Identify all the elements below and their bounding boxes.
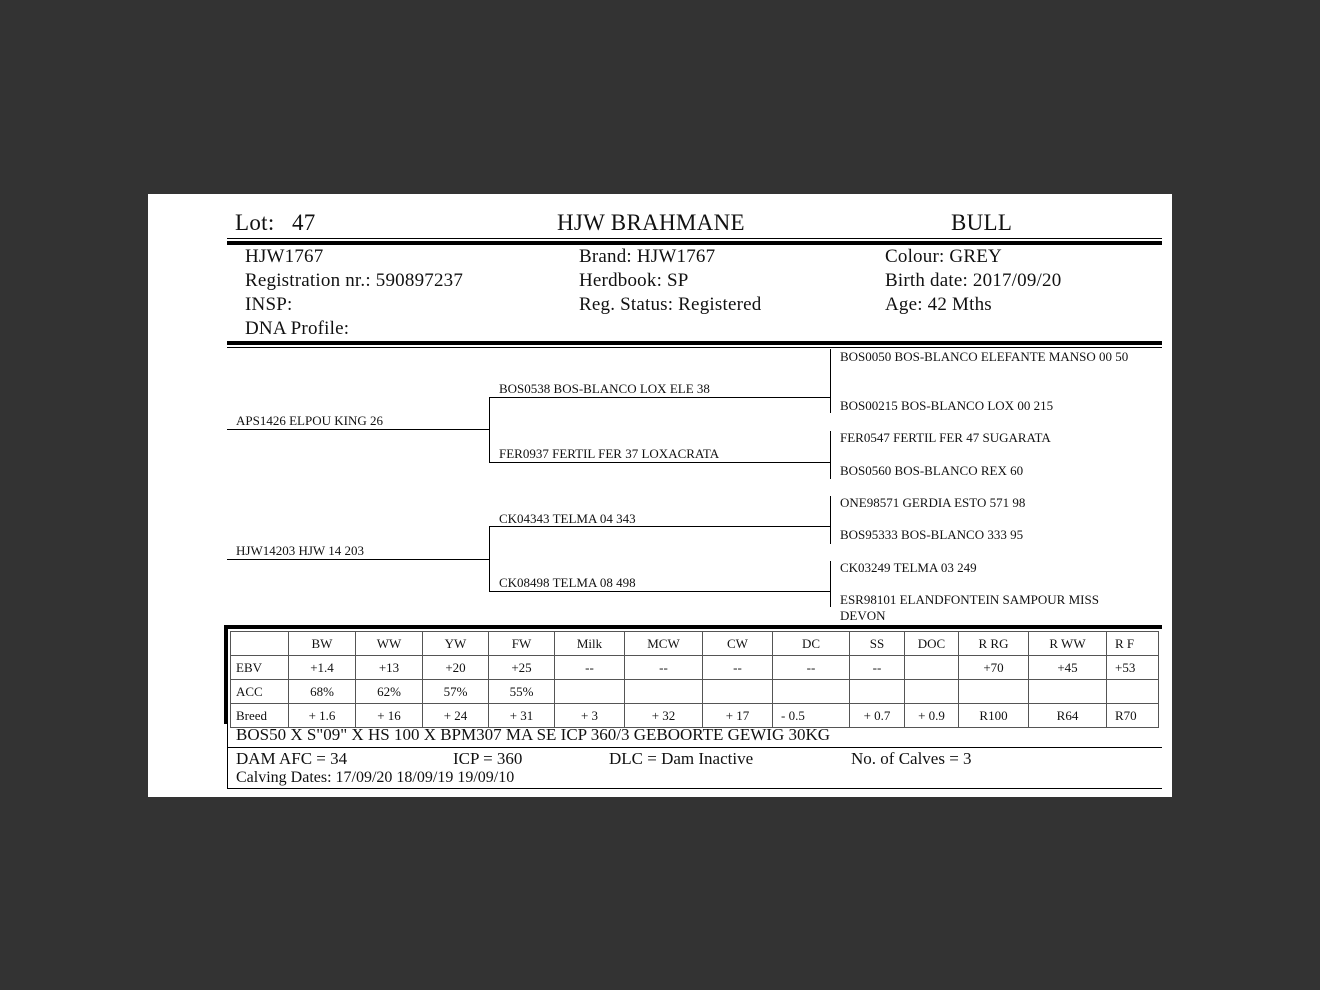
calves-count: No. of Calves = 3 <box>851 749 972 768</box>
breed-row <box>231 704 1159 728</box>
pedigree-sire-sire: BOS0538 BOS-BLANCO LOX ELE 38 <box>499 381 710 396</box>
acc-cell: 57% <box>423 680 489 704</box>
ebv-col-fw: FW <box>489 632 555 656</box>
acc-cell <box>905 680 959 704</box>
icp-value: ICP = 360 <box>453 749 523 768</box>
dam-sire-line <box>489 526 830 527</box>
ebv-row <box>231 656 1159 680</box>
pedigree-gg-7: CK03249 TELMA 03 249 <box>840 560 977 575</box>
ebv-cell: +1.4 <box>289 656 356 680</box>
sire-dam-line <box>489 462 830 463</box>
ebv-col-rrg: R RG <box>959 632 1029 656</box>
gg-bracket-4 <box>830 561 831 607</box>
ebv-col-mcw: MCW <box>625 632 703 656</box>
pedigree-dam-sire: CK04343 TELMA 04 343 <box>499 511 636 526</box>
pedigree-gg-2: BOS00215 BOS-BLANCO LOX 00 215 <box>840 398 1054 413</box>
composition-text: BOS50 X S"09" X HS 100 X BPM307 MA SE ICP 360/3 GEBOORTE GEWIG 30KG <box>236 725 831 744</box>
herdbook-field: Herdbook: SP <box>579 270 689 291</box>
ebv-cell: +45 <box>1029 656 1107 680</box>
ebv-cell: -- <box>850 656 905 680</box>
lot-card <box>148 194 1172 797</box>
acc-cell <box>703 680 773 704</box>
birth-date-field: Birth date: 2017/09/20 <box>885 270 1062 291</box>
acc-cell: 62% <box>356 680 423 704</box>
acc-cell: 55% <box>489 680 555 704</box>
dna-profile: DNA Profile: <box>245 318 350 339</box>
breed-cell: + 16 <box>356 704 423 728</box>
info-rule-thin <box>227 347 1162 348</box>
ebv-cell: -- <box>773 656 850 680</box>
acc-cell <box>850 680 905 704</box>
breed-cell: + 0.7 <box>850 704 905 728</box>
footer-rule <box>227 747 1162 748</box>
ebv-cell: +20 <box>423 656 489 680</box>
insp-field: INSP: <box>245 294 293 315</box>
header-rule-thin <box>227 238 1162 239</box>
dlc-value: DLC = Dam Inactive <box>609 749 754 768</box>
footer-left-rule <box>227 724 228 789</box>
ebv-row-label: EBV <box>231 656 289 680</box>
ebv-col-rf: R F <box>1107 632 1159 656</box>
acc-cell <box>959 680 1029 704</box>
sire-line <box>227 429 490 430</box>
ebv-corner-cell <box>231 632 289 656</box>
acc-row <box>231 680 1159 704</box>
pedigree-dam: HJW14203 HJW 14 203 <box>236 543 364 558</box>
dam-afc: DAM AFC = 34 <box>236 749 348 768</box>
ebv-cell: +25 <box>489 656 555 680</box>
dam-bracket <box>489 526 490 592</box>
ebv-col-doc: DOC <box>905 632 959 656</box>
dam-dam-line <box>489 591 830 592</box>
calving-dates: Calving Dates: 17/09/20 18/09/19 19/09/10 <box>236 769 515 786</box>
info-rule-thick <box>227 341 1162 345</box>
ebv-cell: +70 <box>959 656 1029 680</box>
pedigree-sire: APS1426 ELPOU KING 26 <box>236 413 383 428</box>
ebv-cell: -- <box>625 656 703 680</box>
ebv-col-dc: DC <box>773 632 850 656</box>
breed-cell: + 31 <box>489 704 555 728</box>
dam-line <box>227 559 490 560</box>
ebv-col-yw: YW <box>423 632 489 656</box>
pedigree-gg-6: BOS95333 BOS-BLANCO 333 95 <box>840 527 1024 542</box>
ebv-rule-left <box>224 625 228 724</box>
acc-cell: 68% <box>289 680 356 704</box>
breed-cell: - 0.5 <box>773 704 850 728</box>
gg-bracket-2 <box>830 431 831 479</box>
pedigree-sire-dam: FER0937 FERTIL FER 37 LOXACRATA <box>499 446 720 461</box>
sire-bracket <box>489 397 490 463</box>
lot-number: 47 <box>292 210 316 235</box>
ebv-cell: -- <box>555 656 625 680</box>
pedigree-dam-dam: CK08498 TELMA 08 498 <box>499 575 636 590</box>
sex-label: BULL <box>951 210 1013 235</box>
breed-cell: R64 <box>1029 704 1107 728</box>
breed-cell: R70 <box>1107 704 1159 728</box>
ebv-col-ww: WW <box>356 632 423 656</box>
breed-row-label: Breed <box>231 704 289 728</box>
breeder-name: HJW BRAHMANE <box>557 210 745 235</box>
ebv-col-ss: SS <box>850 632 905 656</box>
breed-cell: + 32 <box>625 704 703 728</box>
acc-cell <box>1029 680 1107 704</box>
ebv-cell: +13 <box>356 656 423 680</box>
acc-cell <box>625 680 703 704</box>
age-field: Age: 42 Mths <box>885 294 992 315</box>
breed-cell: + 24 <box>423 704 489 728</box>
reg-status-field: Reg. Status: Registered <box>579 294 762 315</box>
ebv-col-cw: CW <box>703 632 773 656</box>
bottom-rule <box>227 788 1162 789</box>
ebv-cell: -- <box>703 656 773 680</box>
ebv-header-row <box>231 632 1159 656</box>
ebv-rule-top <box>224 625 1162 629</box>
breed-cell: + 3 <box>555 704 625 728</box>
pedigree-gg-1: BOS0050 BOS-BLANCO ELEFANTE MANSO 00 50 <box>840 349 1129 364</box>
sire-sire-line <box>489 397 830 398</box>
pedigree-gg-3: FER0547 FERTIL FER 47 SUGARATA <box>840 430 1051 445</box>
colour-field: Colour: GREY <box>885 246 1002 267</box>
breed-cell: R100 <box>959 704 1029 728</box>
animal-id: HJW1767 <box>245 246 324 267</box>
brand-field: Brand: HJW1767 <box>579 246 716 267</box>
breed-cell: + 0.9 <box>905 704 959 728</box>
gg-bracket-3 <box>830 496 831 544</box>
ebv-col-rww: R WW <box>1029 632 1107 656</box>
ebv-table <box>230 631 1159 728</box>
breed-cell: + 1.6 <box>289 704 356 728</box>
pedigree-gg-8: ESR98101 ELANDFONTEIN SAMPOUR MISS DEVON <box>840 592 1099 623</box>
breed-cell: + 17 <box>703 704 773 728</box>
registration-number: Registration nr.: 590897237 <box>245 270 464 291</box>
acc-cell <box>1107 680 1159 704</box>
pedigree-gg-5: ONE98571 GERDIA ESTO 571 98 <box>840 495 1026 510</box>
ebv-col-bw: BW <box>289 632 356 656</box>
lot-label: Lot: <box>235 210 275 235</box>
ebv-cell <box>905 656 959 680</box>
acc-row-label: ACC <box>231 680 289 704</box>
ebv-cell: +53 <box>1107 656 1159 680</box>
acc-cell <box>555 680 625 704</box>
gg-bracket-1 <box>830 349 831 413</box>
ebv-col-milk: Milk <box>555 632 625 656</box>
acc-cell <box>773 680 850 704</box>
pedigree-gg-4: BOS0560 BOS-BLANCO REX 60 <box>840 463 1024 478</box>
